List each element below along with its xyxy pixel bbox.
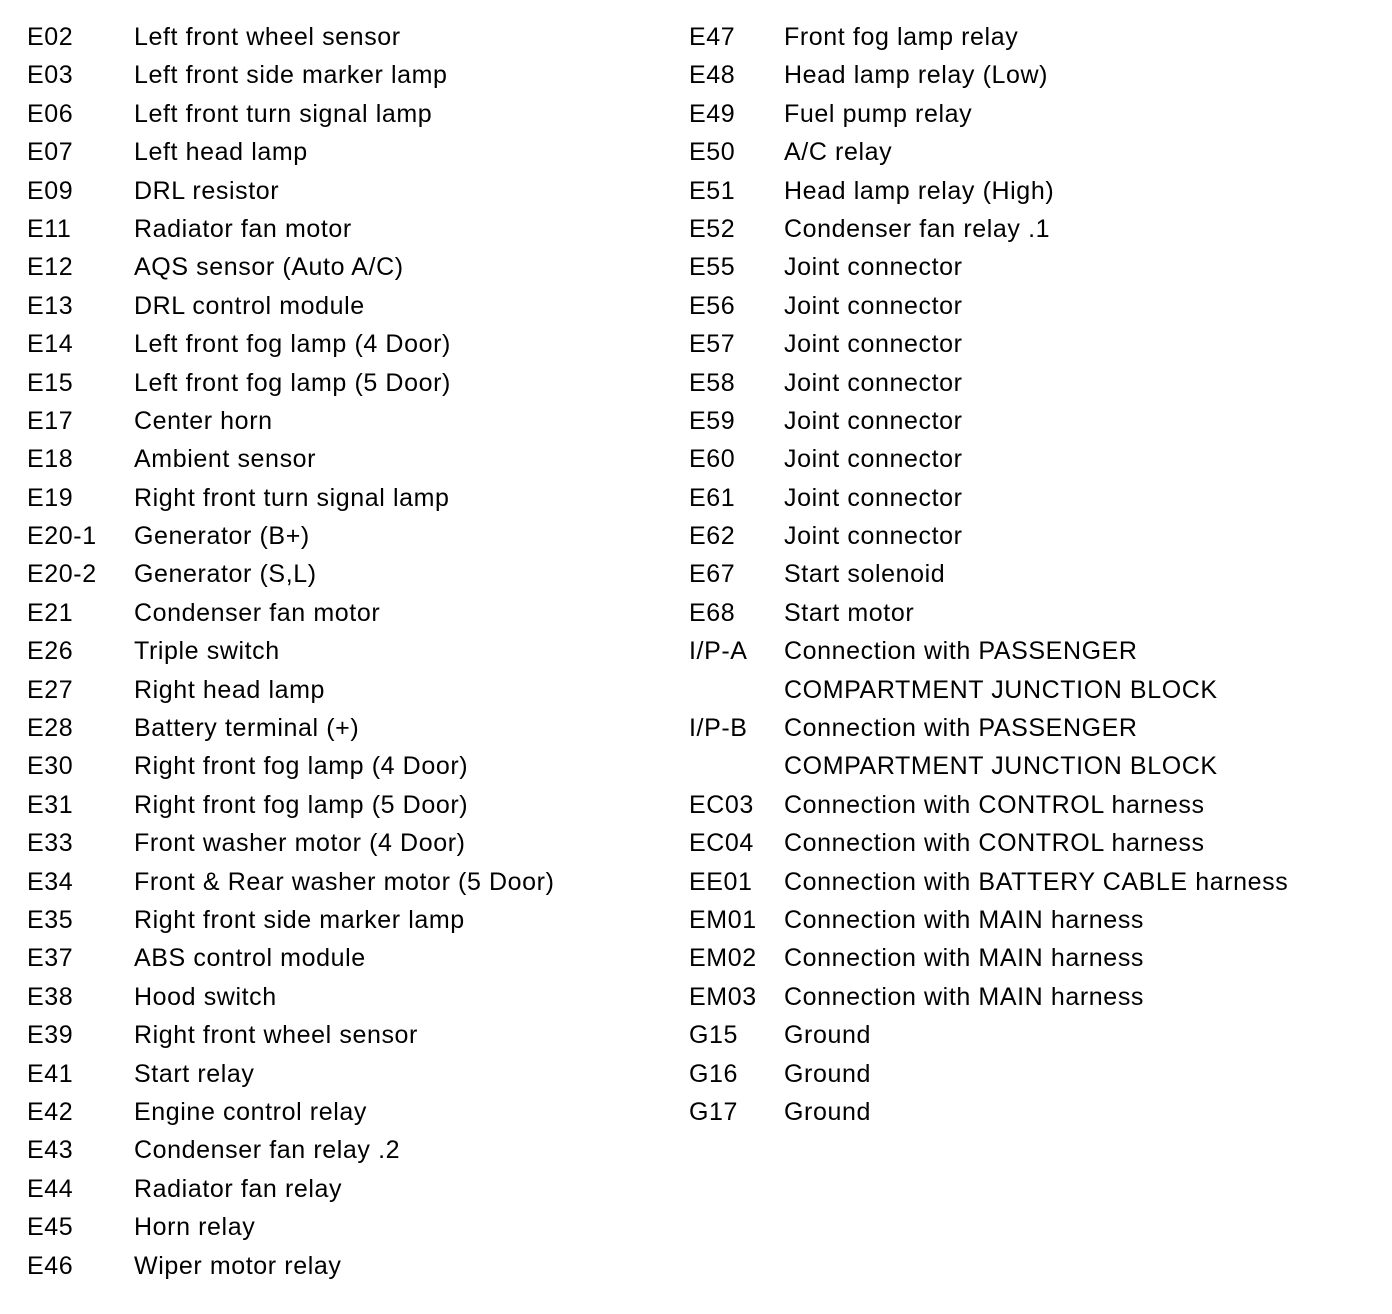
connector-code: I/P-A [689,637,748,666]
connector-row [689,1093,1379,1131]
connector-description: Left head lamp [134,138,308,167]
connector-code: E31 [27,790,74,819]
connector-code: E52 [689,214,736,243]
connector-code: E18 [27,445,74,474]
connector-code: E47 [689,23,736,51]
connector-row [689,786,1379,824]
connector-code: E68 [689,598,736,627]
connector-code: E45 [27,1213,74,1242]
connector-description: Connection with MAIN harness [784,982,1145,1011]
connector-code: E21 [27,598,74,627]
connector-code: E34 [27,867,74,896]
connector-description: Right front fog lamp (4 Door) [134,752,469,781]
connector-code: E02 [27,23,74,51]
connector-code: E38 [27,982,74,1011]
connector-description: Right front side marker lamp [134,905,465,934]
connector-description: Condenser fan relay .1 [784,214,1051,243]
connector-row [27,133,657,171]
connector-code: E37 [27,944,74,973]
connector-code: E58 [689,368,736,397]
connector-code: E03 [27,61,74,90]
connector-row [27,555,657,593]
connector-code: G15 [689,1021,739,1050]
connector-row [689,939,1379,977]
connector-code: E48 [689,61,736,90]
connector-description: Head lamp relay (Low) [784,61,1049,90]
connector-description: Front fog lamp relay [784,23,1019,51]
connector-description: Left front wheel sensor [134,23,401,51]
connector-code: E56 [689,291,736,320]
connector-description: Start motor [784,598,915,627]
connector-description: Head lamp relay (High) [784,176,1055,205]
connector-description: Connection with CONTROL harness [784,829,1205,858]
connector-description: Joint connector [784,330,963,359]
connector-description: Engine control relay [134,1097,367,1126]
connector-code: E28 [27,714,74,743]
connector-code: E27 [27,675,74,704]
connector-code: E43 [27,1136,74,1165]
connector-row [27,325,657,363]
connector-code: E17 [27,406,74,435]
connector-row [689,18,1379,56]
connector-code: E07 [27,138,74,167]
connector-code: E15 [27,368,74,397]
connector-description: Generator (B+) [134,522,310,551]
connector-row [689,287,1379,325]
connector-description: Joint connector [784,445,963,474]
connector-description: ABS control module [134,944,366,973]
connector-code: E13 [27,291,74,320]
connector-description: Hood switch [134,982,277,1011]
connector-code: E20-1 [27,522,97,551]
connector-row [27,1055,657,1093]
connector-row [689,325,1379,363]
connector-code: E33 [27,829,74,858]
connector-description: COMPARTMENT JUNCTION BLOCK [784,675,1218,704]
connector-description: Left front turn signal lamp [134,99,433,128]
connector-code: EM01 [689,905,757,934]
connector-row [27,287,657,325]
connector-description: Radiator fan motor [134,214,352,243]
connector-code: E20-2 [27,560,97,589]
connector-code: EC03 [689,790,754,819]
connector-code: EM03 [689,982,757,1011]
connector-code: E46 [27,1251,74,1280]
connector-description: Center horn [134,406,273,435]
connector-description: Left front fog lamp (4 Door) [134,330,451,359]
connector-code: E60 [689,445,736,474]
connector-row [689,594,1379,632]
connector-row [27,172,657,210]
connector-code: E30 [27,752,74,781]
connector-code: I/P-B [689,714,748,743]
connector-row [689,901,1379,939]
connector-row [27,402,657,440]
connector-code: EM02 [689,944,757,973]
connector-description: Connection with PASSENGER [784,714,1138,743]
connector-description: Joint connector [784,406,963,435]
connector-description: A/C relay [784,138,893,167]
connector-row [689,248,1379,286]
connector-code: E09 [27,176,74,205]
connector-row [27,1093,657,1131]
connector-row [27,1131,657,1169]
connector-row [27,210,657,248]
connector-description: Condenser fan relay .2 [134,1136,401,1165]
connector-row [689,555,1379,593]
connector-row [689,824,1379,862]
connector-row [689,671,1379,709]
connector-row [27,1247,657,1285]
connector-description: Right front fog lamp (5 Door) [134,790,469,819]
connector-code: E26 [27,637,74,666]
connector-code: E55 [689,253,736,282]
connector-row [27,364,657,402]
connector-code: E50 [689,138,736,167]
connector-code: EC04 [689,829,754,858]
connector-description: Connection with BATTERY CABLE harness [784,867,1289,896]
connector-description: Radiator fan relay [134,1174,343,1203]
connector-row [27,709,657,747]
connector-row [27,671,657,709]
connector-description: DRL resistor [134,176,280,205]
connector-row [27,479,657,517]
connector-description: Connection with PASSENGER [784,637,1138,666]
connector-code: E12 [27,253,74,282]
connector-row [689,440,1379,478]
connector-code: E06 [27,99,74,128]
connector-row [27,824,657,862]
connector-description: Connection with CONTROL harness [784,790,1205,819]
connector-description: Joint connector [784,483,963,512]
connector-row [689,133,1379,171]
connector-description: AQS sensor (Auto A/C) [134,253,404,282]
connector-description: Condenser fan motor [134,598,381,627]
connector-description: Battery terminal (+) [134,714,360,743]
connector-row [689,632,1379,670]
connector-row [27,863,657,901]
connector-row [689,56,1379,94]
connector-row [27,440,657,478]
connector-row [689,517,1379,555]
connector-list-right [689,18,1379,1131]
connector-description: Generator (S,L) [134,560,317,589]
connector-description: COMPARTMENT JUNCTION BLOCK [784,752,1218,781]
connector-code: E35 [27,905,74,934]
connector-row [27,1208,657,1246]
connector-description: Ground [784,1097,871,1126]
connector-code: E59 [689,406,736,435]
connector-description: Right head lamp [134,675,326,704]
connector-description: Connection with MAIN harness [784,944,1145,973]
connector-row [27,1016,657,1054]
connector-description: Front washer motor (4 Door) [134,829,466,858]
connector-code: E61 [689,483,736,512]
connector-row [27,95,657,133]
connector-row [689,863,1379,901]
connector-row [27,18,657,56]
connector-code [689,747,784,785]
connector-row [689,95,1379,133]
connector-row [27,901,657,939]
connector-code: E49 [689,99,736,128]
connector-row [27,978,657,1016]
connector-row [27,56,657,94]
connector-row [27,939,657,977]
connector-row [689,1016,1379,1054]
connector-description: Start solenoid [784,560,946,589]
connector-row [27,632,657,670]
connector-row [27,786,657,824]
connector-code: E62 [689,522,736,551]
connector-row [689,364,1379,402]
connector-description: Joint connector [784,253,963,282]
connector-code: G16 [689,1059,739,1088]
connector-code: E19 [27,483,74,512]
connector-code: E39 [27,1021,74,1050]
connector-code: E57 [689,330,736,359]
connector-description: Left front fog lamp (5 Door) [134,368,451,397]
connector-description: Joint connector [784,368,963,397]
connector-code: E51 [689,176,736,205]
connector-description: Joint connector [784,291,963,320]
connector-row [689,709,1379,747]
connector-row [689,1055,1379,1093]
connector-row [689,172,1379,210]
connector-description: Right front wheel sensor [134,1021,418,1050]
connector-code: E41 [27,1059,74,1088]
connector-description: Fuel pump relay [784,99,973,128]
connector-description: DRL control module [134,291,365,320]
connector-row [689,978,1379,1016]
connector-row [27,747,657,785]
connector-code [689,671,784,709]
connector-code: E44 [27,1174,74,1203]
connector-code: E42 [27,1097,74,1126]
connector-description: Ground [784,1059,871,1088]
connector-description: Connection with MAIN harness [784,905,1145,934]
connector-code: E11 [27,214,72,243]
connector-description: Horn relay [134,1213,256,1242]
connector-description: Ground [784,1021,871,1050]
connector-list-left [27,18,657,1285]
connector-row [689,747,1379,785]
connector-code: G17 [689,1097,739,1126]
connector-description: Triple switch [134,637,280,666]
connector-description: Left front side marker lamp [134,61,448,90]
connector-row [689,402,1379,440]
connector-description: Wiper motor relay [134,1251,342,1280]
connector-row [27,248,657,286]
connector-row [689,210,1379,248]
connector-code: EE01 [689,867,753,896]
connector-description: Ambient sensor [134,445,317,474]
connector-row [27,1170,657,1208]
connector-code: E14 [27,330,74,359]
connector-row [27,594,657,632]
connector-row [689,479,1379,517]
connector-description: Joint connector [784,522,963,551]
connector-description: Start relay [134,1059,255,1088]
connector-description: Right front turn signal lamp [134,483,450,512]
connector-description: Front & Rear washer motor (5 Door) [134,867,555,896]
connector-code: E67 [689,560,736,589]
connector-row [27,517,657,555]
